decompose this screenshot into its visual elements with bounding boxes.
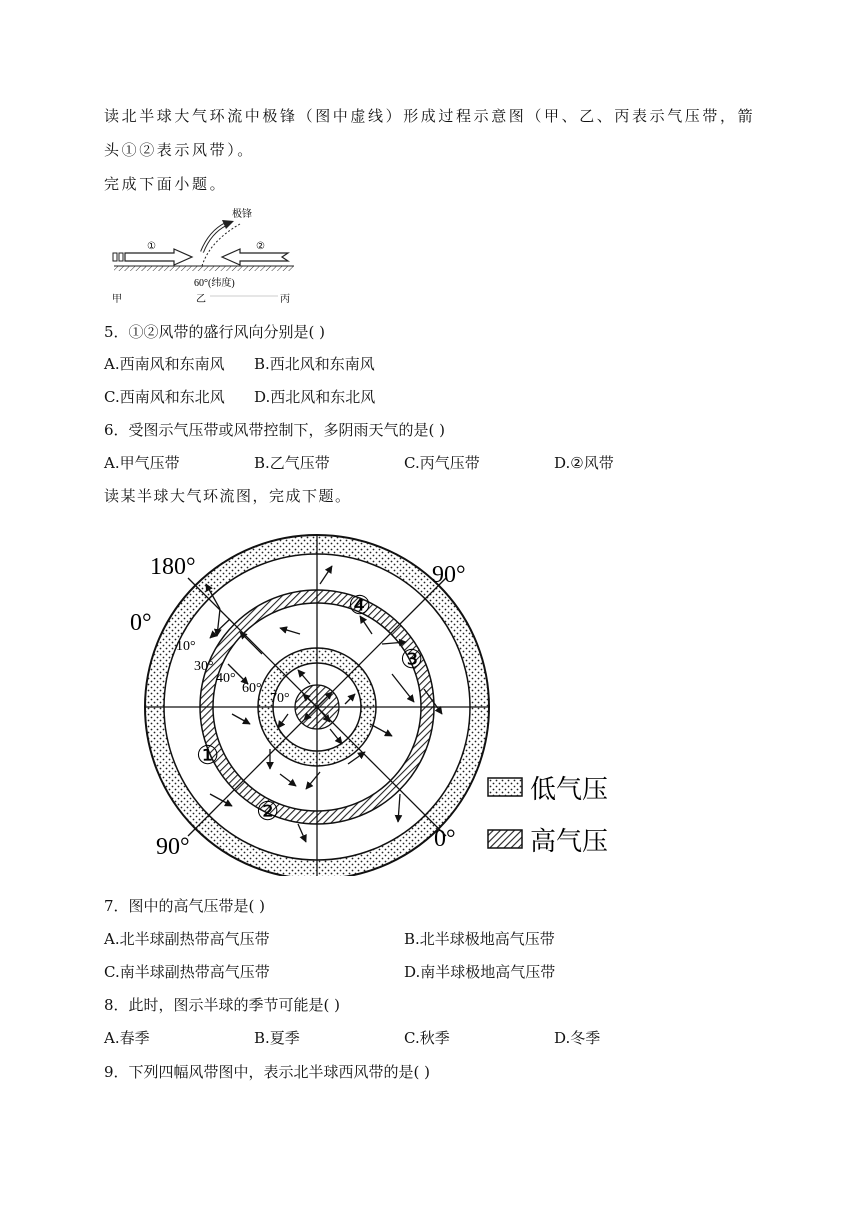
q7-option-d: D.南半球极地高气压带 [404, 963, 556, 981]
q8-option-c: C.秋季 [404, 1029, 450, 1047]
label-40: 40° [216, 671, 236, 686]
label-yi: 乙 [196, 294, 206, 304]
label-front: 极锋 [232, 209, 252, 220]
q5-option-d: D.西北风和东北风 [254, 388, 376, 406]
q8-option-a: A.春季 [104, 1029, 150, 1047]
label-90-top-right: 90° [432, 562, 466, 588]
circulation-figure [120, 524, 630, 876]
wind-arrow-2 [222, 249, 288, 265]
legend-low-label: 低气压 [530, 775, 609, 804]
circle-label-4: ④ [348, 591, 372, 620]
q8-stem: 8．此时，图示半球的季节可能是( ) [104, 996, 341, 1014]
q5-option-a: A.西南风和东南风 [104, 355, 225, 373]
q6-stem: 6．受图示气压带或风带控制下，多阴雨天气的是( ) [104, 421, 446, 439]
polar-front-figure [110, 206, 300, 304]
legend-high-label: 高气压 [530, 827, 609, 856]
intro-line-1: 读北半球大气环流中极锋（图中虚线）形成过程示意图（甲、乙、丙表示气压带，箭 [104, 107, 756, 125]
q7-option-a: A.北半球副热带高气压带 [104, 930, 270, 948]
label-wind-1: ① [147, 241, 156, 252]
q6-option-b: B.乙气压带 [254, 454, 330, 472]
q6-option-a: A.甲气压带 [104, 454, 180, 472]
q6-option-d: D.②风带 [554, 454, 614, 472]
label-70: 70° [270, 691, 290, 706]
legend-low-swatch [488, 778, 522, 796]
legend-high-swatch [488, 830, 522, 848]
label-wind-2: ② [256, 241, 265, 252]
label-30: 30° [194, 659, 214, 674]
q5-option-b: B.西北风和东南风 [254, 355, 375, 373]
label-60: 60° [242, 681, 262, 696]
intro-2: 读某半球大气环流图，完成下题。 [104, 487, 352, 505]
intro-line-3: 完成下面小题。 [104, 175, 228, 193]
q6-option-c: C.丙气压带 [404, 454, 480, 472]
label-90-bottom-left: 90° [156, 834, 190, 860]
circle-label-1: ① [196, 741, 220, 770]
circle-label-2: ② [256, 797, 280, 826]
legend [488, 775, 608, 856]
label-180: 180° [150, 554, 196, 580]
q7-option-c: C.南半球副热带高气压带 [104, 963, 270, 981]
label-0-bottom-right: 0° [434, 826, 456, 852]
q7-stem: 7．图中的高气压带是( ) [104, 897, 266, 915]
label-10: 10° [176, 639, 196, 654]
circle-label-3: ③ [400, 645, 424, 674]
q8-option-b: B.夏季 [254, 1029, 300, 1047]
ground-hatch [114, 266, 294, 271]
q5-option-c: C.西南风和东北风 [104, 388, 225, 406]
q9-stem: 9．下列四幅风带图中，表示北半球西风带的是( ) [104, 1063, 431, 1081]
q8-option-d: D.冬季 [554, 1029, 601, 1047]
label-jia: 甲 [112, 294, 122, 304]
rising-arrow [202, 220, 234, 252]
q7-option-b: B.北半球极地高气压带 [404, 930, 555, 948]
intro-line-2: 头①②表示风带）。 [104, 141, 255, 159]
label-bing: 丙 [280, 294, 290, 304]
q5-stem: 5．①②风带的盛行风向分别是( ) [104, 323, 326, 341]
label-0-left: 0° [130, 610, 152, 636]
label-latitude: 60°(纬度) [194, 278, 235, 289]
